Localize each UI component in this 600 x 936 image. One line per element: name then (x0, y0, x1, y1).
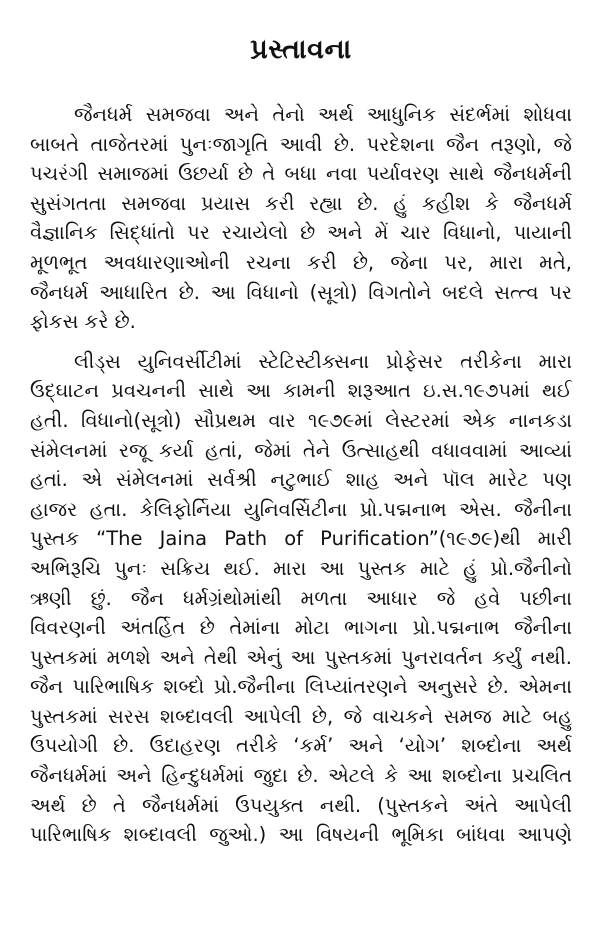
text-line: ફોકસ કરે છે. (30, 310, 136, 334)
text-line: પચરંગી સમાજમાં ઉછર્યા છે તે બધા નવા પર્યાવરણ સાથે જૈનધર્મની (30, 162, 572, 186)
paragraph-1 (30, 100, 572, 337)
text-line: પારિભાષિક શબ્દાવલી જુઓ.) આ વિષયની ભૂમિકા બાંધવા આપણે (30, 823, 572, 847)
text-line: મૂળભૂત અવધારણાઓની રચના કરી છે, જેના પર, મારા મતે, (30, 250, 572, 274)
text-line: બાબતે તાજેતરમાં પુનઃજાગૃતિ આવી છે. પરદેશના જૈન તરૂણો, જે (30, 132, 572, 156)
text-line: જૈનધર્મ સમજવા અને તેનો અર્થ આધુનિક સંદર્ભમાં શોધવા (74, 103, 572, 126)
text-line: જૈનધર્મમાં અને હિન્દુધર્મમાં જુદા છે. એટલે કે આ શબ્દોના પ્રચલિત (30, 764, 572, 788)
text-line: ઉપયોગી છે. ઉદાહરણ તરીકે ‘કર્મ’ અને ‘યોગ’ શબ્દોના અર્થ (30, 734, 572, 758)
text-line: ઉદ્‌ઘાટન પ્રવચનની સાથે આ કામની શરૂઆત ઇ.સ.૧૯૭૫માં થઈ (30, 379, 572, 403)
text-line: વિવરણની અંતર્હિત છે તેમાંના મોટા ભાગના પ્રો.પદ્મનાભ જૈનીના (30, 616, 572, 640)
paragraph-2 (30, 347, 572, 850)
text-line: પુસ્તકમાં સરસ શબ્દાવલી આપેલી છે, જે વાચકને સમજ માટે બહુ (30, 704, 572, 728)
text-line: અર્થ છે તે જૈનધર્મમાં ઉપયુક્ત નથી. (પુસ્તકને અંતે આપેલી (30, 793, 572, 817)
text-line: સંમેલનમાં રજૂ કર્યા હતાં, જેમાં તેને ઉત્સાહથી વધાવવામાં આવ્યાં (30, 438, 572, 462)
page-title: પ્રસ્તાવના (250, 34, 352, 65)
text-line: હતાં. એ સંમેલનમાં સર્વશ્રી નટુભાઈ શાહ અને પૉલ મારેટ પણ (30, 468, 572, 492)
text-line: હાજર હતા. કેલિફોર્નિયા યુનિવર્સિટીના પ્રો.પદ્મનાભ એસ. જૈનીના (30, 497, 572, 521)
text-line: જૈનધર્મ આધારિત છે. આ વિધાનો (સૂત્રો) વિગતોને બદલે સત્ત્વ પર (30, 280, 572, 304)
text-line: પુસ્તકમાં મળશે અને તેથી એનું આ પુસ્તકમાં પુનરાવર્તન કર્યું નથી. (30, 645, 572, 669)
text-line: લીડ્સ યુનિવર્સીટીમાં સ્ટેટિસ્ટીક્સના પ્રોફેસર તરીકેના મારા (74, 349, 572, 373)
text-line: હતી. વિધાનો(સૂત્રો) સૌપ્રથમ વાર ૧૯૭૯માં લેસ્ટરમાં એક નાનકડા (30, 408, 572, 432)
text-line: પુસ્તક “The Jaina Path of Purification”(૧૯૭૯)થી મારી (30, 527, 572, 551)
text-line: ઋણી છું. જૈન ધર્મગ્રંથોમાંથી મળતા આધાર જે હવે પછીના (30, 586, 572, 610)
text-line: વૈજ્ઞાનિક સિદ્ધાંતો પર રચાયેલો છે અને મેં ચાર વિધાનો, પાયાની (30, 221, 572, 245)
text-line: અભિરૂચિ પુનઃ સક્રિય થઈ. મારા આ પુસ્તક માટે હું પ્રો.જૈનીનો (30, 556, 572, 580)
text-line: જૈન પારિભાષિક શબ્દો પ્રો.જૈનીના લિપ્યાંતરણને અનુસરે છે. એમના (30, 675, 572, 699)
text-line: સુસંગતતા સમજવા પ્રયાસ કરી રહ્યા છે. હું કહીશ કે જૈનધર્મ (30, 191, 572, 215)
